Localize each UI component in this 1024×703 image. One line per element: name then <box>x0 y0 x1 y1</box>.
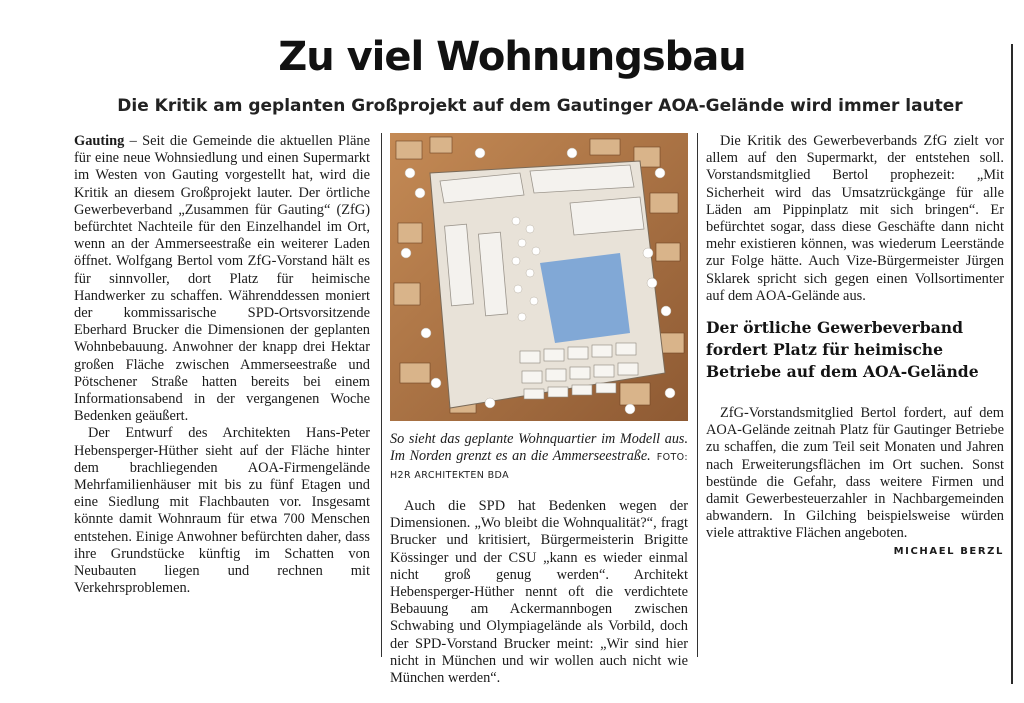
photo-credit: FOTO: H2R ARCHITEKTEN BDA <box>390 452 688 482</box>
photo-caption-block <box>390 431 688 485</box>
column-2-text <box>390 498 688 687</box>
headline: Zu viel Wohnungsbau <box>278 34 746 80</box>
lead-text: – Seit die Gemeinde die aktuellen Pläne für eine neue Wohnsiedlung und einen Supermarkt im Westen von Gauting vorgestellt hat, wird die Kritik an diesem Großprojekt lauter. Der örtliche Gewerbeverband „Zusammen für Gauting“ (ZfG) befürchtet Nachteile für den Einzelhandel im Ort, wenn an der Ammerseestraße ein weiterer Laden öffnet. Wolfgang Bertol vom ZfG-Vorstand hält es für sinnvoller, dort Platz für heimische Handwerker zu schaffen. Währenddessen moniert der kommissarische SPD-Ortsvorsitzende Eberhard Brucker die Dimensionen der geplanten Wohnbebauung. Anwohner der knapp drei Hektar großen Fläche zwischen Ammerseestraße und Pötschener Straße hatten bereits bei einem Informationsabend in der vergangenen Woche Bedenken geäußert. <box>74 133 370 425</box>
paragraph-2: Der Entwurf des Architekten Hans-Peter Hebensperger-Hüther sieht auf der Fläche hinter dem brachliegenden AOA-Firmengelände Mehrfamilienhäuser mit bis zu fünf Etagen und eine Siedlung mit Flachbauten vor. Insgesamt könnte damit Wohnraum für etwa 700 Menschen entstehen. Einige Anwohner befürchten daher, dass ihre Grundstücke künftig im Schatten von Neubauten liegen und rechnen mit Verkehrsproblemen. <box>74 425 370 597</box>
column-divider-2 <box>697 133 698 657</box>
crosshead: Der örtliche Gewerbeverband fordert Platz für heimische Betriebe auf dem AOA-Gelände <box>706 318 979 382</box>
photo-caption: So sieht das geplante Wohnquartier im Modell aus. Im Norden grenzt es an die Ammerseestraße. <box>390 431 688 465</box>
paragraph-3: Auch die SPD hat Bedenken wegen der Dimensionen. „Wo bleibt die Wohnqualität?“, fragt Brucker und kritisiert, Bürgermeisterin Brigitte Kössinger und der CSU „kann es wieder einmal nicht groß genug werden“. Architekt Hebensperger-Hüther nennt oft die verdichtete Bebauung am Ackermannbogen zwischen Schwabing und Olympiagelände als Vorbild, doch der SPD-Vorstand Brucker meint: „Wir sind hier nicht in München und wir wollen auch nicht wie München werden“. <box>390 498 688 687</box>
author-byline: MICHAEL BERZL <box>893 545 1004 557</box>
dateline: Gauting <box>74 133 125 149</box>
lead-paragraph <box>74 133 370 425</box>
author-line <box>706 543 1004 560</box>
column-1 <box>74 133 370 597</box>
paragraph-4: Die Kritik des Gewerbeverbands ZfG zielt vor allem auf den Supermarkt, der entstehen soll. Vorstandsmitglied Bertol prophezeit: „Mit Sicherheit wird das Umsatzrückgänge für alle Läden am Pippinplatz mit sich bringen“. Er befürchtet sogar, dass diese Geschäfte dann nicht mehr existieren können, was wiederum Leerstände zur Folge hätte. Auch Vize-Bürgermeister Jürgen Sklarek spricht sich gegen einen Vollsortimenter auf dem AOA-Gelände aus. <box>706 133 1004 304</box>
column-divider-1 <box>381 133 382 657</box>
model-illustration <box>390 133 688 421</box>
architecture-model-photo <box>390 133 688 421</box>
column-3 <box>706 133 1004 560</box>
page-edge-rule <box>1011 44 1013 684</box>
paragraph-5: ZfG-Vorstandsmitglied Bertol fordert, auf dem AOA-Gelände zeitnah Platz für Gautinger Betriebe zu schaffen, die zum Teil seit Monaten und Jahren nach Erweiterungsflächen im Ort suchen. Sonst bestünde die Gefahr, dass weitere Firmen und damit Gewerbesteuerzahler in Nachbargemeinden abwandern. In Gilching beispielsweise würden viele attraktive Flächen angeboten. <box>706 405 1004 542</box>
subheadline: Die Kritik am geplanten Großprojekt auf dem Gautinger AOA-Gelände wird immer lauter <box>117 96 963 116</box>
